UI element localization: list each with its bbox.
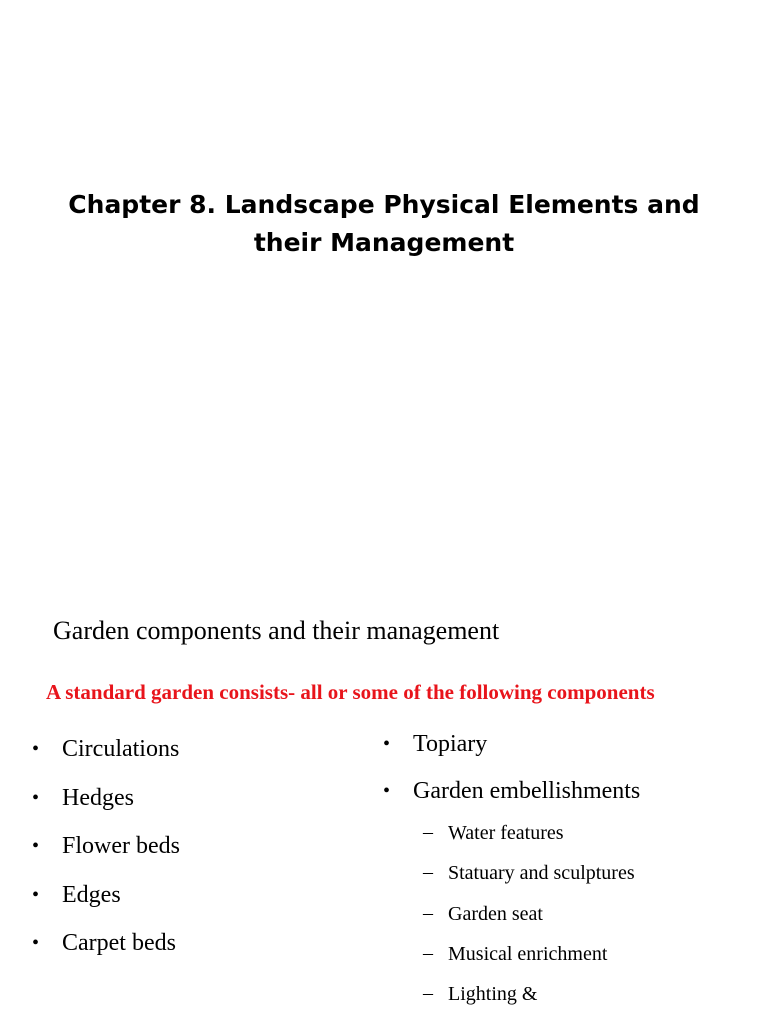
- sub-list-item-label: Statuary and sculptures: [448, 862, 635, 885]
- dash-icon: –: [423, 821, 433, 843]
- bullet-icon: •: [383, 733, 391, 755]
- sub-list-item-label: Lighting &: [448, 983, 538, 1006]
- sub-list-item: [423, 899, 635, 929]
- list-item-label: Edges: [62, 881, 121, 908]
- bullet-icon: •: [32, 932, 40, 954]
- list-item: [32, 877, 180, 913]
- bullet-icon: •: [32, 883, 40, 906]
- list-item: [32, 925, 180, 961]
- embellishments-sublist: [423, 818, 635, 1019]
- sub-list-item: [423, 939, 635, 969]
- components-list-left: [32, 731, 180, 974]
- list-item-label: Garden embellishments: [413, 778, 641, 804]
- chapter-title-line-2: their Management: [253, 228, 515, 257]
- dash-icon: –: [423, 982, 433, 1005]
- section-heading: Garden components and their management: [53, 616, 500, 645]
- dash-icon: –: [423, 941, 433, 964]
- sub-list-item-label: Water features: [448, 822, 564, 844]
- sub-list-item: [423, 979, 635, 1009]
- bullet-icon: •: [32, 835, 40, 857]
- list-item: [32, 828, 180, 864]
- chapter-title-line-1: Chapter 8. Landscape Physical Elements and: [68, 190, 700, 219]
- sub-list-item-label: Garden seat: [448, 902, 543, 925]
- sub-list-item-label: Musical enrichment: [448, 942, 608, 965]
- bullet-icon: •: [383, 780, 391, 802]
- chapter-title: [0, 186, 768, 262]
- list-item-label: Flower beds: [62, 833, 180, 859]
- components-list-right: [383, 726, 640, 820]
- intro-statement: A standard garden consists- all or some of the following components: [46, 680, 655, 704]
- list-item-label: Circulations: [62, 736, 180, 762]
- dash-icon: –: [423, 901, 433, 924]
- list-item: [383, 773, 640, 809]
- list-item-label: Topiary: [413, 731, 488, 757]
- list-item: [383, 726, 640, 762]
- sub-list-item: [423, 818, 635, 848]
- dash-icon: –: [423, 861, 433, 884]
- bullet-icon: •: [32, 786, 40, 809]
- sub-list-item: [423, 858, 635, 888]
- list-item: [32, 780, 180, 816]
- list-item-label: Hedges: [62, 784, 134, 811]
- list-item-label: Carpet beds: [62, 930, 176, 956]
- bullet-icon: •: [32, 738, 40, 760]
- list-item: [32, 731, 180, 767]
